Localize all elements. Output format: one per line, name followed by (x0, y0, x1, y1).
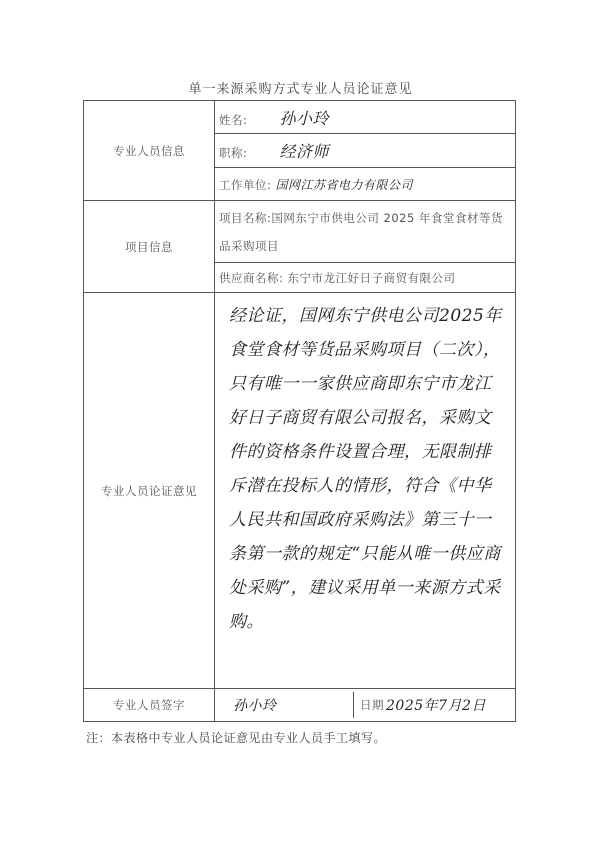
signature-value: 孙小玲 (233, 698, 277, 714)
title-cell (215, 134, 516, 168)
date-value: 2025年7月2日 (386, 698, 486, 714)
project-info-label: 项目信息 (84, 201, 215, 293)
title-value: 经济师 (279, 142, 330, 161)
page-title: 单一来源采购方式专业人员论证意见 (188, 82, 413, 97)
project-name-value: 国网东宁市供电公司 2025 年食堂食材等货品采购项目 (219, 210, 503, 253)
signature-label: 专业人员签字 (84, 689, 215, 722)
name-value: 孙小玲 (279, 108, 330, 128)
divider (353, 692, 354, 718)
supplier-cell (215, 263, 516, 293)
footnote: 注：本表格中专业人员论证意见由专业人员手工填写。 (86, 731, 387, 745)
project-name-label: 项目名称: (219, 210, 272, 225)
work-unit-label: 工作单位: (219, 177, 272, 192)
project-name-cell (215, 201, 516, 263)
name-label: 姓名: (219, 112, 248, 127)
title-label: 职称: (219, 146, 248, 160)
opinion-cell (215, 293, 516, 689)
opinion-label: 专业人员论证意见 (84, 293, 215, 689)
date-label: 日期 (360, 698, 384, 712)
work-unit-value: 国网江苏省电力有限公司 (275, 177, 414, 192)
signature-date-cell (215, 689, 516, 722)
opinion-text: 经论证，国网东宁供电公司2025年食堂食材等货品采购项目（二次），只有唯一一家供应商即东宁市龙江好日子商贸有限公司报名，采购文件的资格条件设置合理，无限制排斥潜在投标人的情形，符合《中华人民共和国政府采购法》第三十一条第一款的规定“只能从唯一供应商处采购”，建议采用单一来源方式采购。 (229, 306, 502, 632)
supplier-label: 供应商名称: (219, 270, 284, 285)
expert-opinion-form (83, 100, 516, 722)
supplier-value: 东宁市龙江好日子商贸有限公司 (287, 270, 456, 285)
expert-info-label: 专业人员信息 (84, 101, 215, 201)
name-cell (215, 101, 516, 134)
work-unit-cell (215, 168, 516, 201)
